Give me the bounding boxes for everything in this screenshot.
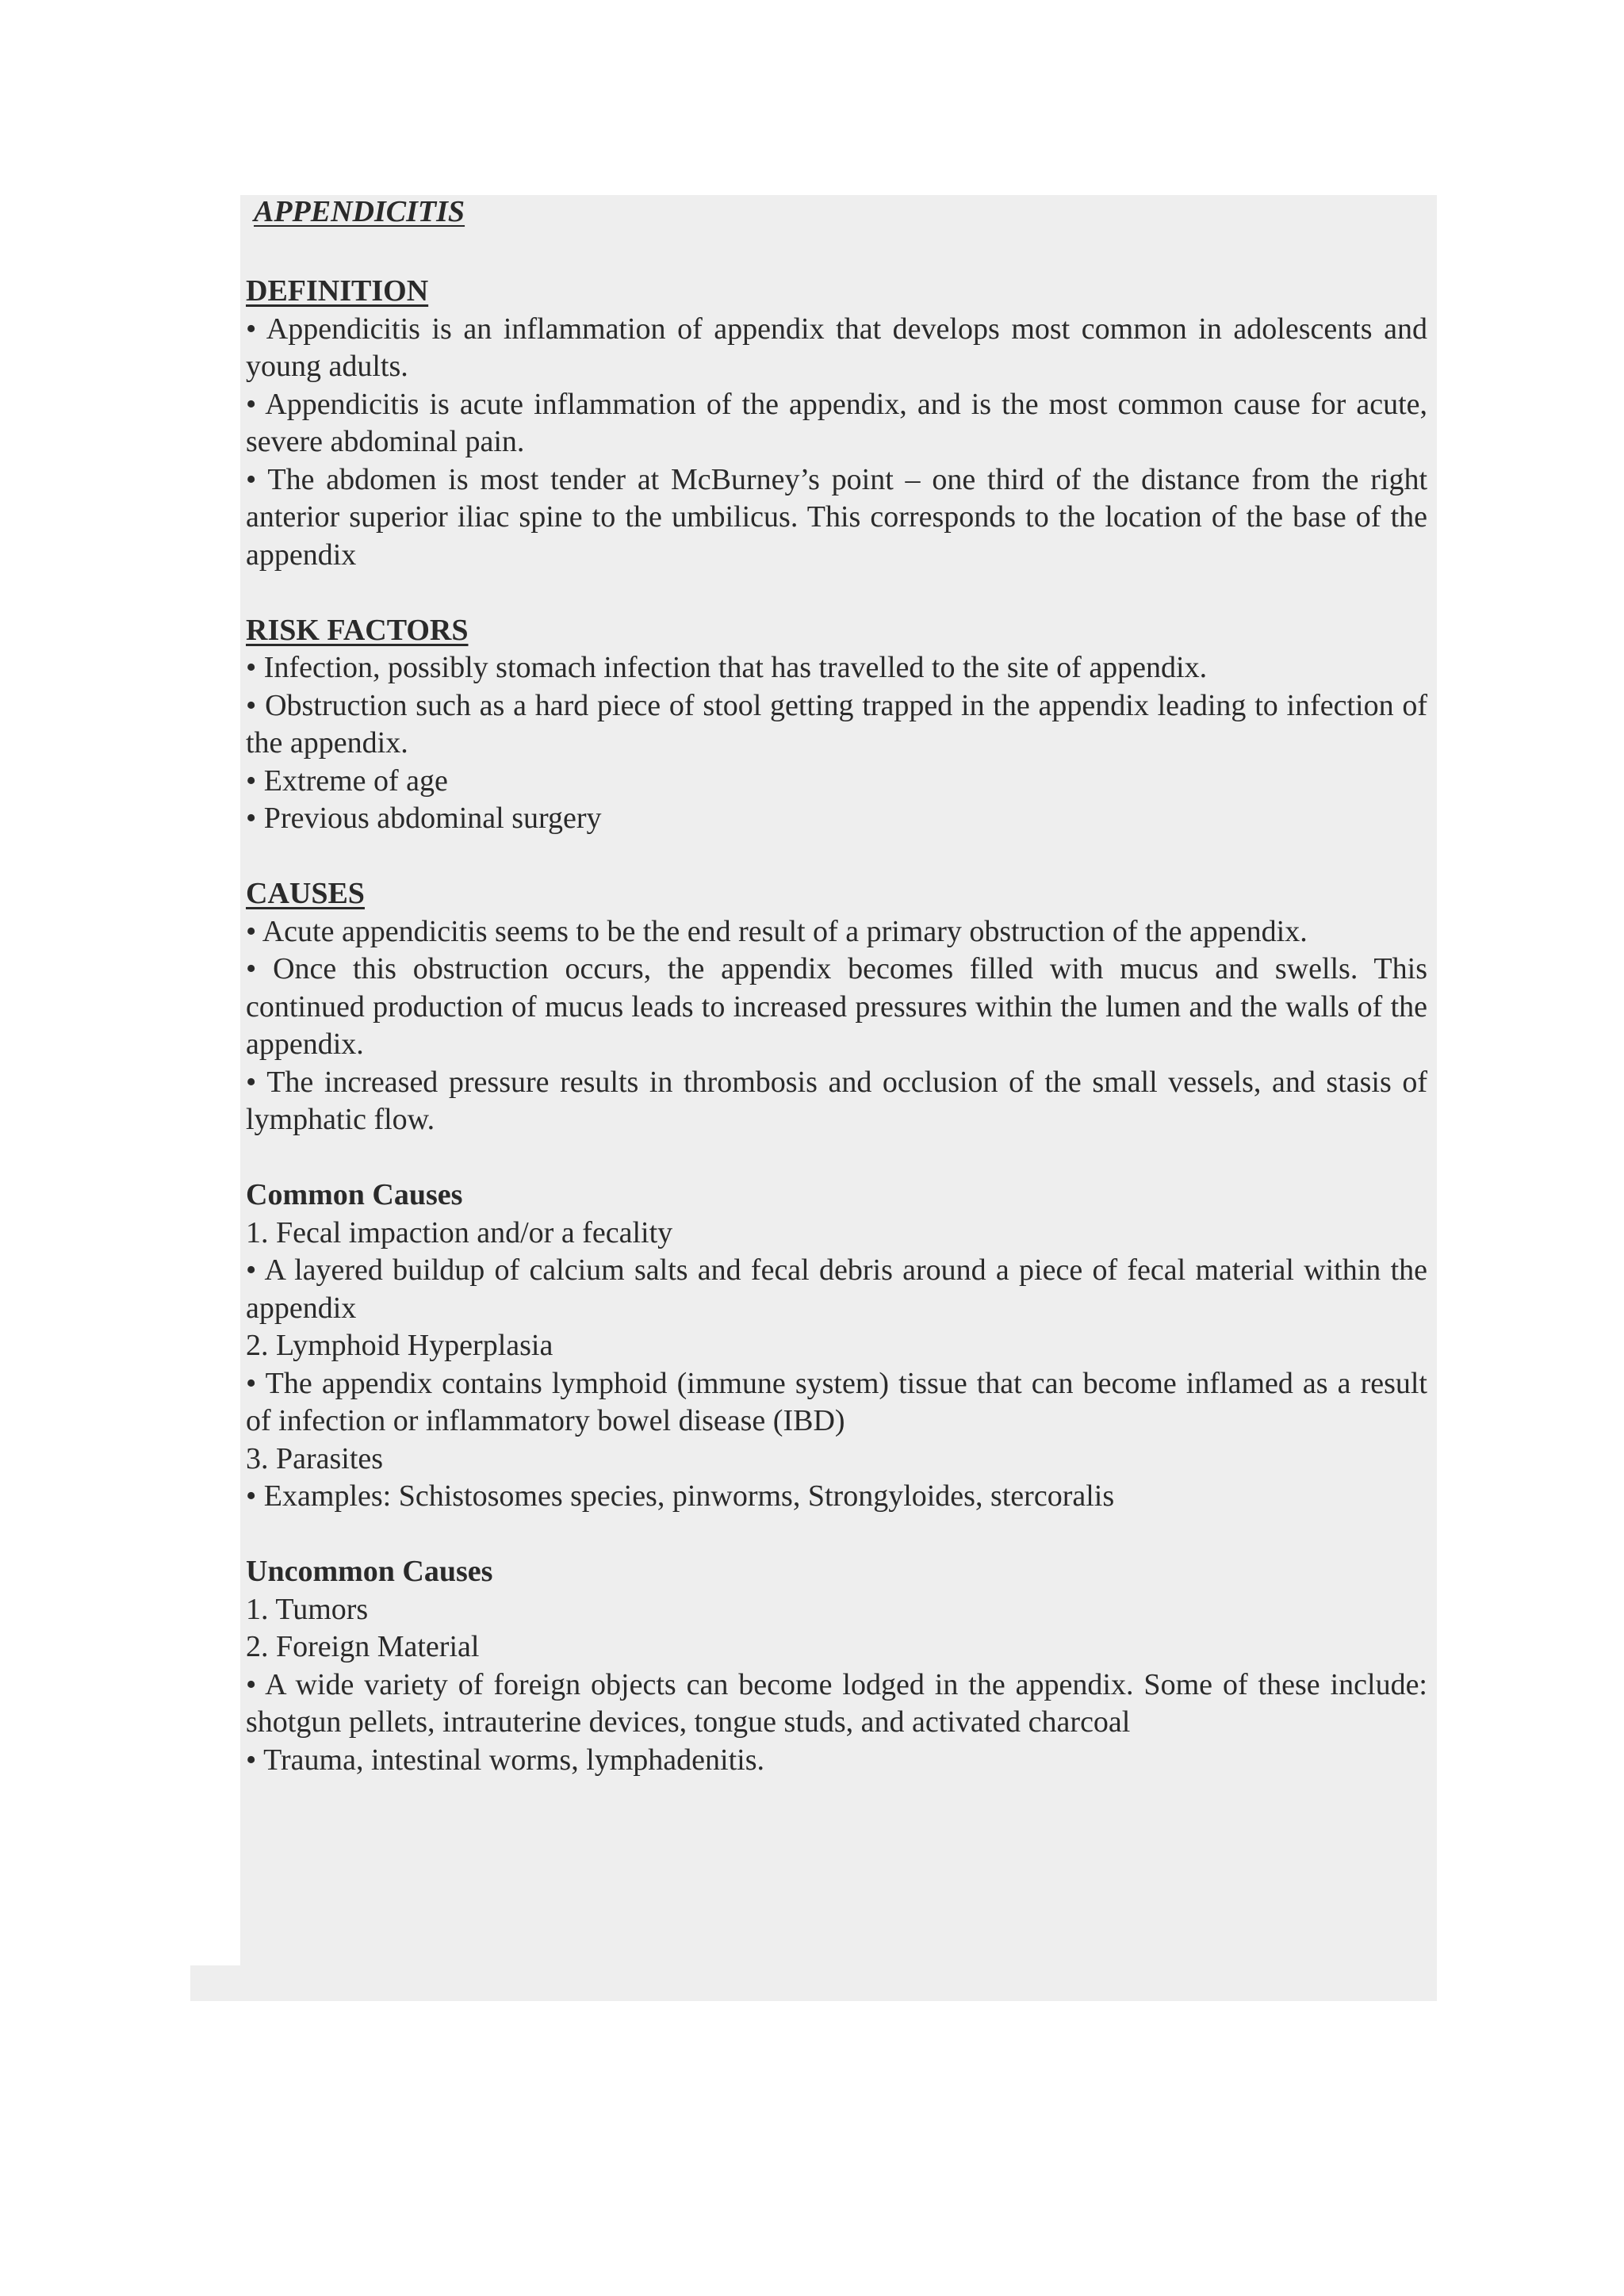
definition-item: • Appendicitis is acute inflammation of the appendix, and is the most common cause for acute, severe abdominal pain. [246,387,1427,458]
document-body [246,193,1427,1779]
uncommon-cause-item: • A wide variety of foreign objects can become lodged in the appendix. Some of these include: shotgun pellets, intrauterine devices, tongue studs, and activated charcoal [246,1667,1427,1739]
definition-item: • Appendicitis is an inflammation of appendix that develops most common in adolescents and young adults. [246,312,1427,383]
definition-heading: DEFINITION [246,274,429,308]
cause-item: • Acute appendicitis seems to be the end result of a primary obstruction of the appendix. [246,914,1308,948]
uncommon-causes-section [246,1553,1427,1779]
risk-factors-heading: RISK FACTORS [246,613,469,647]
risk-factors-section [246,612,1427,838]
common-cause-item: 1. Fecal impaction and/or a fecality [246,1215,673,1249]
uncommon-cause-item: 2. Foreign Material [246,1630,480,1663]
uncommon-cause-item: 1. Tumors [246,1592,369,1626]
causes-section [246,875,1427,1139]
definition-section [246,273,1427,574]
cause-item: • The increased pressure results in thrombosis and occlusion of the small vessels, and stasis of lymphatic flow. [246,1065,1427,1136]
cause-item: • Once this obstruction occurs, the appendix becomes filled with mucus and swells. This continued production of mucus leads to increased pressures within the lumen and the walls of the appendix. [246,952,1427,1061]
common-cause-item: • The appendix contains lymphoid (immune system) tissue that can become inflamed as a result of infection or inflammatory bowel disease (IBD) [246,1366,1427,1437]
page-background-tab [190,1965,241,2001]
risk-factor-item: • Extreme of age [246,763,448,798]
common-cause-item: 2. Lymphoid Hyperplasia [246,1329,553,1362]
common-cause-item: • A layered buildup of calcium salts and fecal debris around a piece of fecal material within the appendix [246,1253,1427,1325]
definition-item: • The abdomen is most tender at McBurney’s point – one third of the distance from the right anterior superior iliac spine to the umbilicus. This corresponds to the location of the base of the appendix [246,462,1427,572]
uncommon-causes-heading: Uncommon Causes [246,1555,493,1588]
common-cause-item: 3. Parasites [246,1441,384,1475]
common-causes-section [246,1177,1427,1516]
document-title: APPENDICITIS [254,195,465,228]
common-causes-heading: Common Causes [246,1178,463,1211]
uncommon-cause-item: • Trauma, intestinal worms, lymphadenitis. [246,1743,764,1777]
risk-factor-item: • Obstruction such as a hard piece of stool getting trapped in the appendix leading to infection of the appendix. [246,688,1427,760]
risk-factor-item: • Infection, possibly stomach infection that has travelled to the site of appendix. [246,651,1208,684]
risk-factor-item: • Previous abdominal surgery [246,802,602,835]
common-cause-item: • Examples: Schistosomes species, pinworms, Strongyloides, stercoralis [246,1479,1115,1513]
causes-heading: CAUSES [246,877,365,910]
